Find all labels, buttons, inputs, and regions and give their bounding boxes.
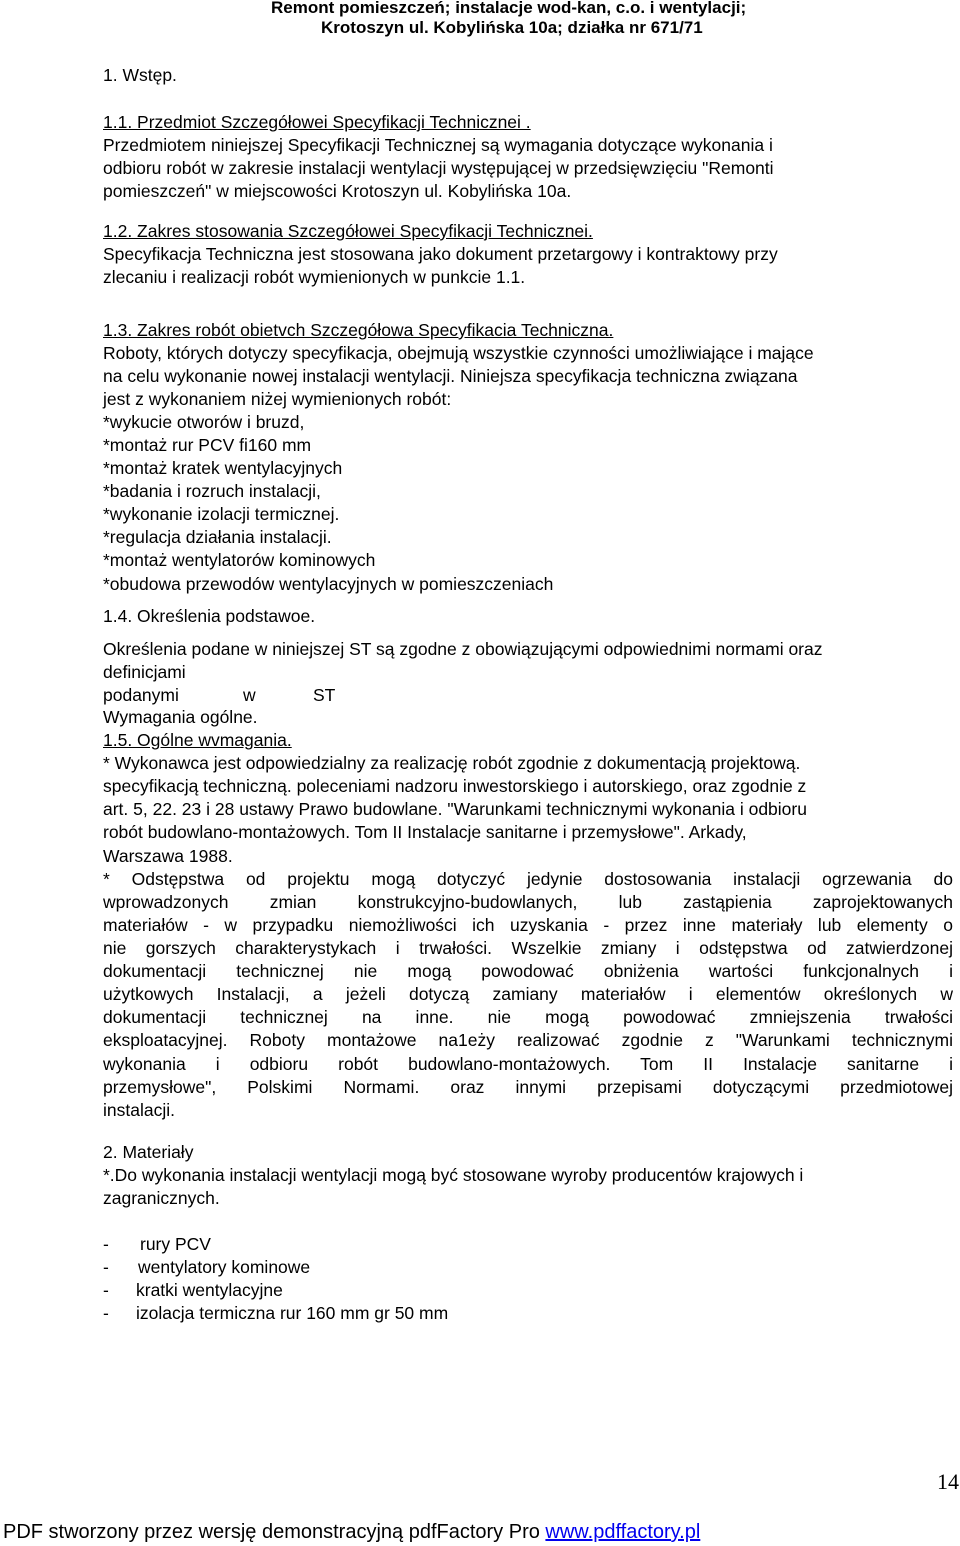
st-word: ST: [313, 685, 336, 705]
paragraph-line: specyfikacją techniczną. poleceniami nadzoru inwestorskiego i autorskiego, oraz zgodnie z: [103, 776, 807, 796]
justified-line: eksploatacyjnej. Roboty montażowe na1eży realizować zgodnie z "Warunkami technicznymi: [103, 1030, 953, 1050]
work-item: *montaż kratek wentylacyjnych: [103, 458, 343, 478]
footer-text: PDF stworzony przez wersję demonstracyjną pdfFactory Pro: [3, 1521, 546, 1543]
justified-line: dokumentacji technicznej nie mogą powodować obniżenia wartości funkcjonalnych i: [103, 961, 953, 981]
work-item: *regulacja działania instalacji.: [103, 527, 332, 547]
header-line-1: Remont pomieszczeń; instalacje wod-kan, c.o. i wentylacji;: [271, 0, 747, 17]
section-1-2-heading: 1.2. Zakres stosowania Szczegółowei Specyfikacji Technicznei.: [103, 221, 593, 241]
paragraph-line: odbioru robót w zakresie instalacji wentylacji występującej w przedsięwzięciu "Remonti: [103, 158, 774, 178]
w-word: w: [243, 685, 256, 705]
paragraph-line: Warszawa 1988.: [103, 846, 233, 866]
work-item: *obudowa przewodów wentylacyjnych w pomieszczeniach: [103, 574, 554, 594]
paragraph-line: zlecaniu i realizacji robót wymienionych w punkcie 1.1.: [103, 267, 526, 287]
paragraph-line: Przedmiotem niniejszej Specyfikacji Technicznej są wymagania dotyczące wykonania i: [103, 135, 773, 155]
work-item: *wykonanie izolacji termicznej.: [103, 504, 340, 524]
material-item: wentylatory kominowe: [138, 1257, 311, 1277]
justified-line: nie gorszych charakterystykach i trwałości. Wszelkie zmiany i odstępstwa od zatwierdzonej: [103, 938, 953, 958]
paragraph-line: robót budowlano-montażowych. Tom II Instalacje sanitarne i przemysłowe". Arkady,: [103, 822, 747, 842]
paragraph-line: jest z wykonaniem niżej wymienionych robót:: [103, 389, 452, 409]
paragraph-line: *.Do wykonania instalacji wentylacji mogą być stosowane wyroby producentów krajowych i: [103, 1165, 804, 1185]
paragraph-line: na celu wykonanie nowej instalacji wentylacji. Niniejsza specyfikacja techniczna związana: [103, 366, 798, 386]
podanymi-word: podanymi: [103, 685, 179, 705]
footer-notice: [3, 1520, 700, 1544]
work-item: *wykucie otworów i bruzd,: [103, 412, 305, 432]
section-2-heading: 2. Materiały: [103, 1142, 194, 1162]
justified-line: dokumentacji technicznej na inne. nie mogą powodować zmniejszenia trwałości: [103, 1007, 953, 1027]
justified-line: wprowadzonych zmian konstrukcyjno-budowlanych, lub zastąpienia zaprojektowanych: [103, 892, 953, 912]
list-dash: -: [103, 1303, 109, 1323]
section-1-5-heading: 1.5. Ogólne wvmagania.: [103, 730, 292, 750]
justified-line: użytkowych Instalacji, a jeżeli dotyczą zamiany materiałów i elementów określonych w: [103, 984, 953, 1004]
paragraph-line: definicjami: [103, 662, 186, 682]
justified-line: materiałów - w przypadku niemożliwości ich uzyskania - przez inne materiały lub elementy o: [103, 915, 953, 935]
general-requirements-label: Wymagania ogólne.: [103, 707, 258, 727]
paragraph-line: Określenia podane w niniejszej ST są zgodne z obowiązującymi odpowiednimi normami oraz: [103, 639, 823, 659]
header-line-2: Krotoszyn ul. Kobylińska 10a; działka nr 671/71: [321, 18, 703, 37]
material-item: rury PCV: [140, 1234, 211, 1254]
section-1-3-heading: 1.3. Zakres robót obietvch Szczegółowa Specyfikacia Techniczna.: [103, 320, 614, 340]
section-1-heading: 1. Wstęp.: [103, 65, 177, 85]
work-item: *badania i rozruch instalacji,: [103, 481, 321, 501]
section-1-1-heading: 1.1. Przedmiot Szczegółowei Specyfikacji Technicznei .: [103, 112, 531, 132]
justified-line: przemysłowe", Polskimi Normami. oraz innymi przepisami dotyczącymi przedmiotowej: [103, 1077, 953, 1097]
paragraph-line: pomieszczeń" w miejscowości Krotoszyn ul. Kobylińska 10a.: [103, 181, 572, 201]
list-dash: -: [103, 1280, 109, 1300]
paragraph-line: Specyfikacja Techniczna jest stosowana jako dokument przetargowy i kontraktowy przy: [103, 244, 778, 264]
paragraph-line: instalacji.: [103, 1100, 175, 1120]
justified-line: * Odstępstwa od projektu mogą dotyczyć jedynie dostosowania instalacji ogrzewania do: [103, 869, 953, 889]
justified-line: wykonania i odbioru robót budowlano-montażowych. Tom II Instalacje sanitarne i: [103, 1054, 953, 1074]
paragraph-line: zagranicznych.: [103, 1188, 220, 1208]
list-dash: -: [103, 1257, 109, 1277]
material-item: kratki wentylacyjne: [136, 1280, 283, 1300]
work-item: *montaż wentylatorów kominowych: [103, 550, 376, 570]
footer-link[interactable]: www.pdffactory.pl: [545, 1521, 701, 1543]
section-1-4-heading: 1.4. Określenia podstawoe.: [103, 606, 316, 626]
page-number: 14: [937, 1469, 959, 1494]
paragraph-line: art. 5, 22. 23 i 28 ustawy Prawo budowlane. "Warunkami technicznymi wykonania i odbioru: [103, 799, 807, 819]
paragraph-line: Roboty, których dotyczy specyfikacja, obejmują wszystkie czynności umożliwiające i mające: [103, 343, 814, 363]
material-item: izolacja termiczna rur 160 mm gr 50 mm: [136, 1303, 449, 1323]
list-dash: -: [103, 1234, 109, 1254]
work-item: *montaż rur PCV fi160 mm: [103, 435, 312, 455]
paragraph-line: * Wykonawca jest odpowiedzialny za realizację robót zgodnie z dokumentacją projektową.: [103, 753, 801, 773]
